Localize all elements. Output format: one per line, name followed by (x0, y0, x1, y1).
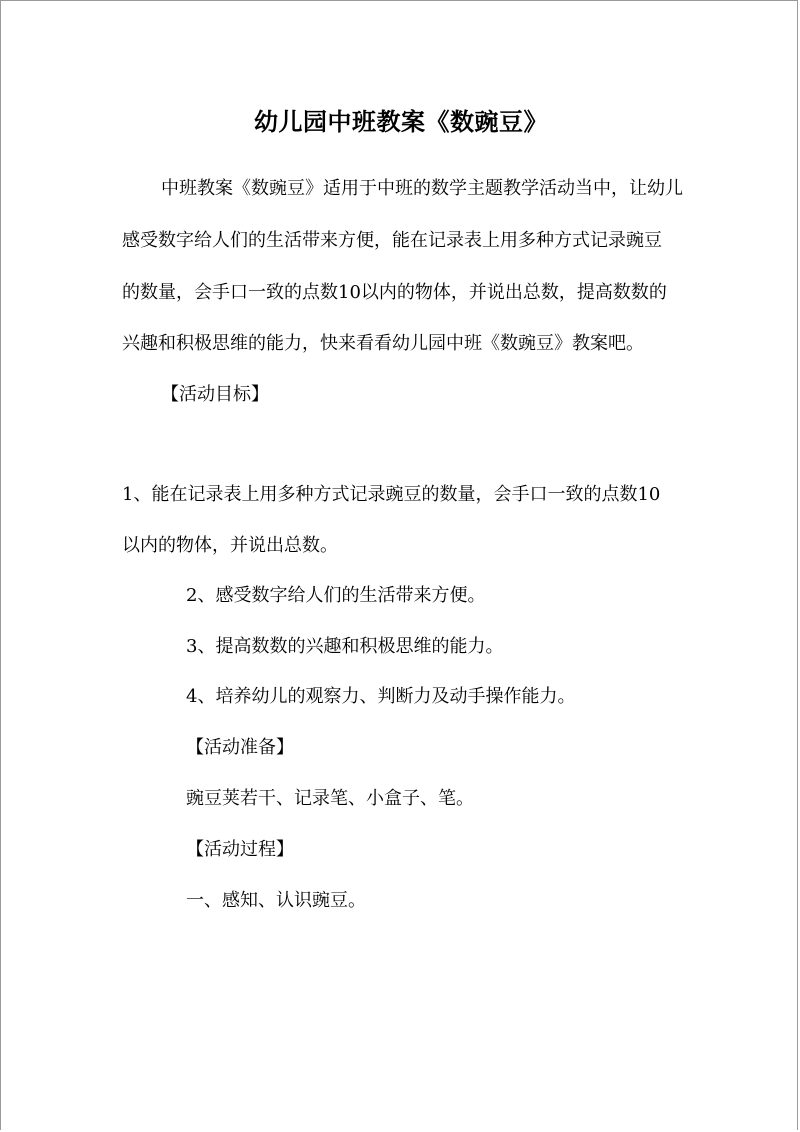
intro-line-4: 兴趣和积极思维的能力，快来看看幼儿园中班《数豌豆》教案吧。 (122, 333, 644, 354)
goal-4: 4、培养幼儿的观察力、判断力及动手操作能力。 (186, 686, 576, 707)
goal-2: 2、感受数字给人们的生活带来方便。 (186, 585, 486, 606)
intro-line-1: 中班教案《数豌豆》适用于中班的数学主题教学活动当中，让幼儿 (161, 178, 683, 199)
goal-3: 3、提高数数的兴趣和积极思维的能力。 (186, 636, 504, 657)
section-heading-prep: 【活动准备】 (186, 737, 294, 758)
goal-1-line-2: 以内的物体，并说出总数。 (122, 535, 338, 556)
intro-line-3: 的数量，会手口一致的点数10以内的物体，并说出总数，提高数数的 (122, 282, 667, 303)
section-heading-process: 【活动过程】 (186, 839, 294, 860)
document-title: 幼儿园中班教案《数豌豆》 (254, 107, 548, 136)
section-heading-goals: 【活动目标】 (161, 384, 269, 405)
process-step-1: 一、感知、认识豌豆。 (186, 890, 366, 911)
goal-1-line-1: 1、能在记录表上用多种方式记录豌豆的数量，会手口一致的点数10 (122, 484, 661, 505)
intro-line-2: 感受数字给人们的生活带来方便，能在记录表上用多种方式记录豌豆 (122, 230, 662, 251)
prep-items: 豌豆荚若干、记录笔、小盒子、笔。 (186, 788, 474, 809)
